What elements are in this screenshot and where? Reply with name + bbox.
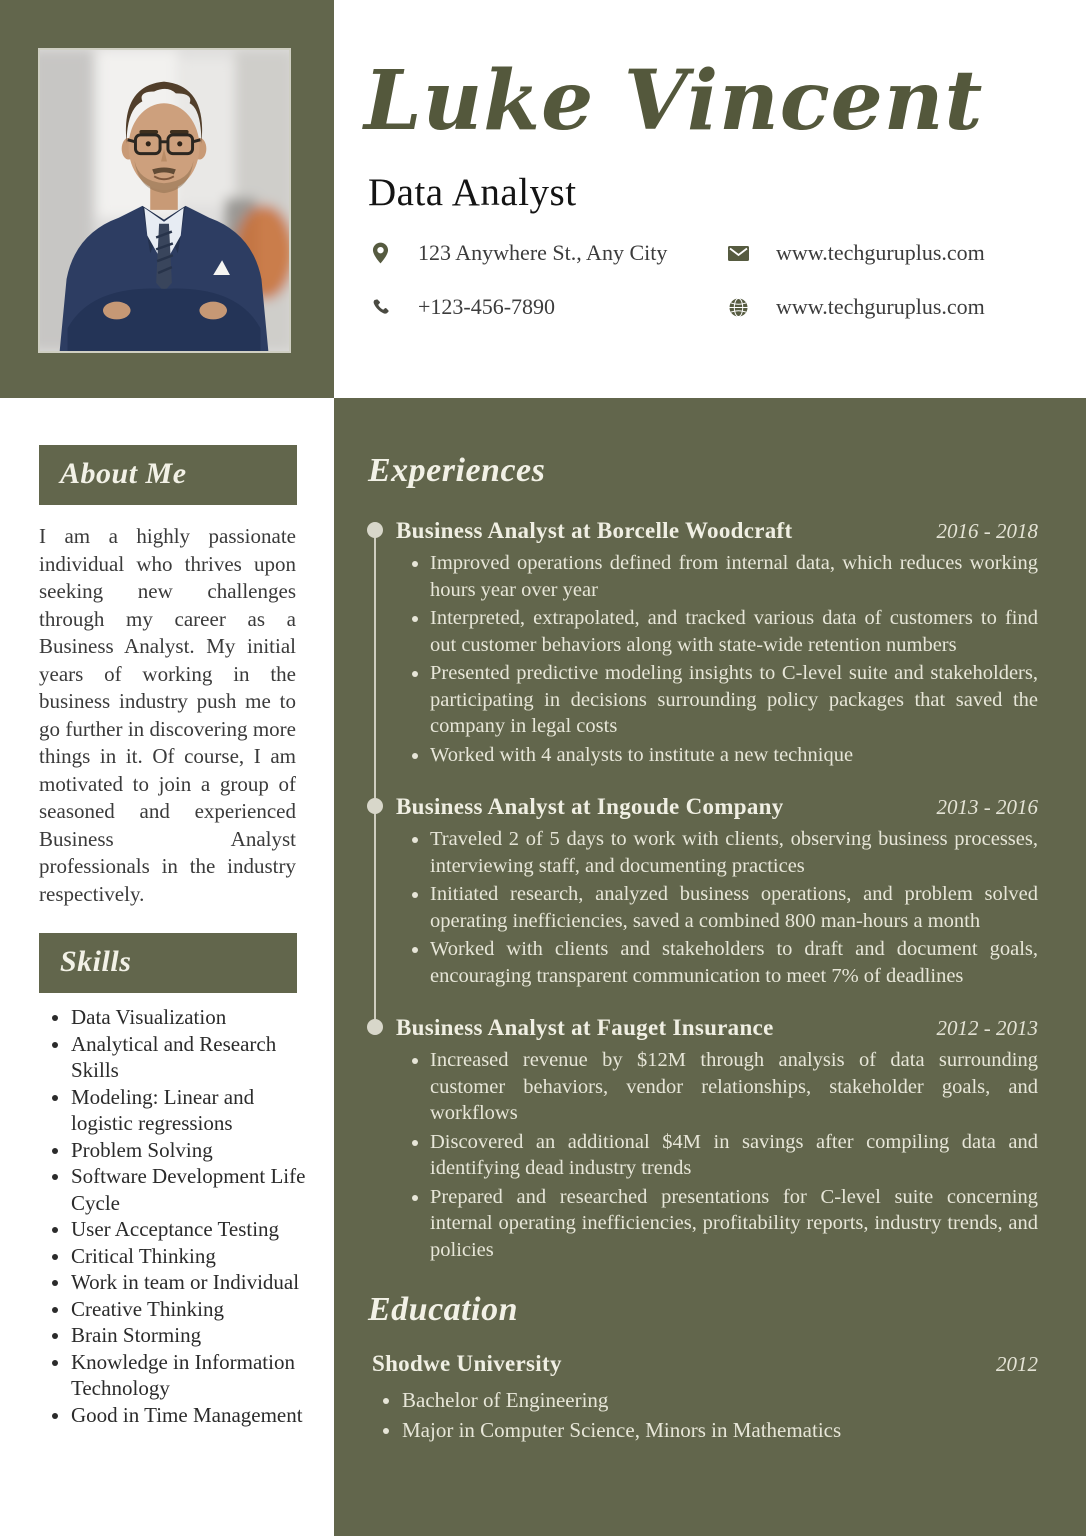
job-title: Business Analyst at Fauget Insurance — [396, 1015, 774, 1040]
portrait-illustration — [40, 50, 289, 351]
skill-item: • Good in Time Management — [71, 1402, 307, 1429]
experience-entry — [396, 794, 1038, 989]
contact-info — [368, 240, 1040, 320]
skill-item: • Modeling: Linear and logistic regressions — [71, 1084, 307, 1137]
skill-item: • Brain Storming — [71, 1322, 307, 1349]
skill-item: • Software Development Life Cycle — [71, 1163, 307, 1216]
education-school: Shodwe University — [372, 1351, 562, 1376]
timeline-dot — [367, 798, 383, 814]
skill-item: • Knowledge in Information Technology — [71, 1349, 307, 1402]
person-name: Luke Vincent — [364, 53, 984, 149]
experience-entry — [396, 1015, 1038, 1263]
job-dates: 2012 - 2013 — [936, 1016, 1038, 1040]
globe-icon — [726, 295, 750, 319]
job-bullet: • Interpreted, extrapolated, and tracked various data of customers to find out customer behaviors along with state-wide retention numbers — [430, 605, 1038, 658]
timeline-line — [374, 530, 376, 1027]
contact-phone-text: +123-456-7890 — [418, 294, 556, 319]
skills-heading: Skills — [39, 933, 297, 993]
timeline-dot — [367, 522, 383, 538]
job-bullet: • Traveled 2 of 5 days to work with clients, observing business processes, interviewing staff, and documenting practices — [430, 826, 1038, 879]
skills-list — [39, 1004, 307, 1428]
experience-entry — [396, 518, 1038, 768]
contact-address — [368, 240, 726, 266]
contact-website — [726, 294, 1040, 320]
job-dates: 2013 - 2016 — [936, 795, 1038, 819]
contact-email-text: www.techguruplus.com — [776, 240, 985, 265]
photo-panel — [0, 0, 334, 398]
contact-phone — [368, 294, 726, 320]
job-bullet: • Initiated research, analyzed business operations, and problem solved operating inefficiencies, saved a combined 800 man-hours a month — [430, 881, 1038, 934]
profile-photo — [38, 48, 291, 353]
education-section — [368, 1289, 1038, 1445]
education-heading: Education — [368, 1291, 518, 1328]
job-bullet: • Increased revenue by $12M through analysis of data surrounding customer behaviors, vendor relationships, stakeholder goals, and workflows — [430, 1047, 1038, 1127]
timeline-dot — [367, 1019, 383, 1035]
job-title: Business Analyst at Borcelle Woodcraft — [396, 518, 793, 543]
experience-list — [396, 518, 1038, 1263]
job-role-title: Data Analyst — [368, 171, 577, 214]
contact-email — [726, 240, 1040, 266]
skill-item: • Work in team or Individual — [71, 1269, 307, 1296]
skill-item: • Problem Solving — [71, 1137, 307, 1164]
education-bullet: • Bachelor of Engineering — [402, 1385, 1038, 1415]
phone-icon — [368, 295, 392, 319]
skill-item: • Creative Thinking — [71, 1296, 307, 1323]
main-column — [334, 398, 1086, 1536]
education-dates: 2012 — [996, 1352, 1038, 1376]
skill-item: • Critical Thinking — [71, 1243, 307, 1270]
experiences-heading: Experiences — [368, 452, 546, 489]
job-bullet: • Worked with 4 analysts to institute a new technique — [430, 742, 1038, 769]
job-bullet: • Discovered an additional $4M in savings after compiling data and identifying dead industry trends — [430, 1129, 1038, 1182]
job-bullet: • Prepared and researched presentations for C-level suite concerning internal operating inefficiencies, profitability reports, industry trends, and policies — [430, 1184, 1038, 1264]
job-bullet: • Improved operations defined from internal data, which reduces working hours year over year — [430, 550, 1038, 603]
about-me-heading: About Me — [39, 445, 297, 505]
contact-website-text: www.techguruplus.com — [776, 294, 985, 319]
email-icon — [726, 241, 750, 265]
education-bullet: • Major in Computer Science, Minors in Mathematics — [402, 1415, 1038, 1445]
job-title: Business Analyst at Ingoude Company — [396, 794, 784, 819]
job-bullet: • Presented predictive modeling insights to C-level suite and stakeholders, participating in decisions surrounding policy packages that saved the company in legal costs — [430, 660, 1038, 740]
about-me-text: I am a highly passionate individual who thrives upon seeking new challenges through my career as a Business Analyst. My initial years of working in the business industry push me to go further in discovering more things in it. Of course, I am motivated to join a group of seasoned and experienced Business Analyst professionals in the industry respectively. — [39, 524, 296, 906]
skill-item: • Analytical and Research Skills — [71, 1031, 307, 1084]
job-bullet: • Worked with clients and stakeholders to draft and document goals, encouraging transparent communication to meet 7% of deadlines — [430, 936, 1038, 989]
skill-item: • User Acceptance Testing — [71, 1216, 307, 1243]
job-dates: 2016 - 2018 — [936, 519, 1038, 543]
location-pin-icon — [368, 241, 392, 265]
contact-address-text: 123 Anywhere St., Any City — [418, 240, 668, 265]
skill-item: • Data Visualization — [71, 1004, 307, 1031]
